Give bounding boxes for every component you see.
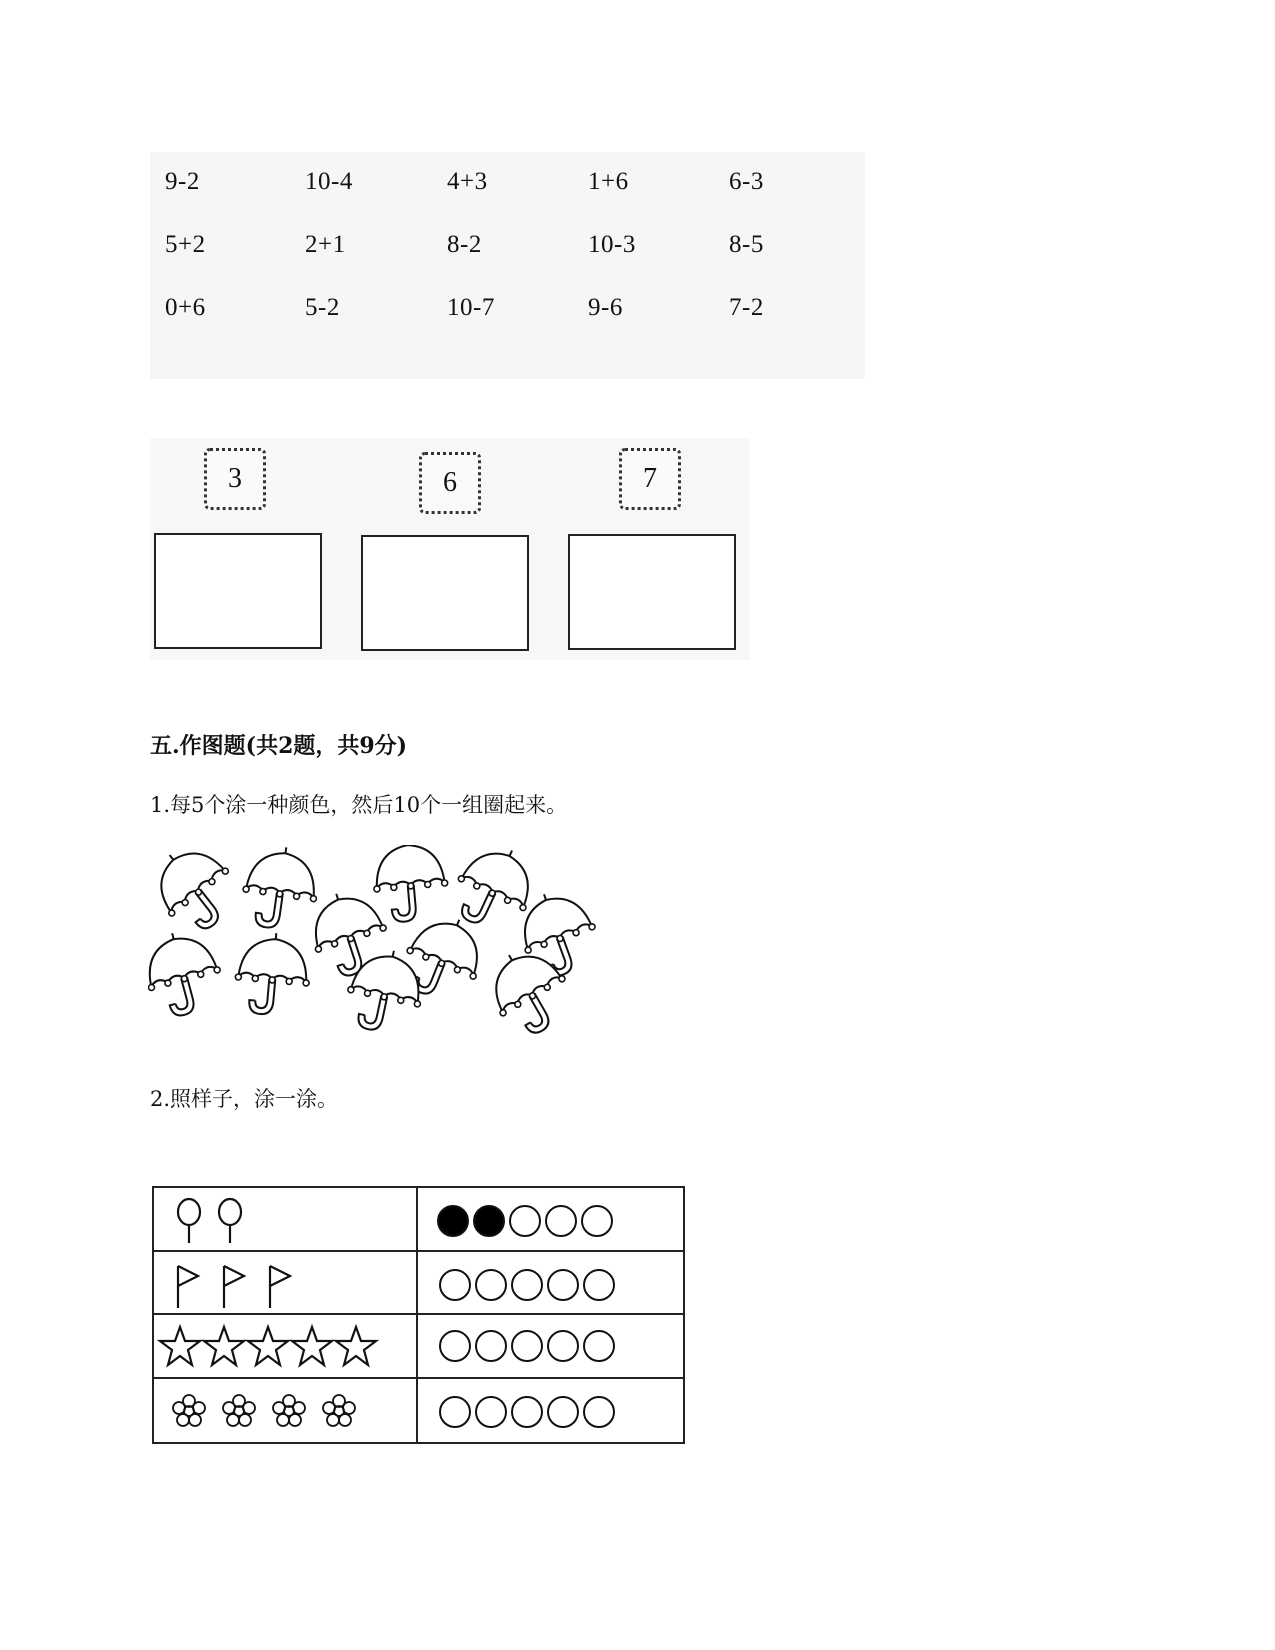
color-circle[interactable]: [512, 1270, 542, 1300]
expression: 8-5: [729, 231, 764, 258]
answer-panel: [150, 438, 750, 660]
color-circle[interactable]: [476, 1270, 506, 1300]
color-circle[interactable]: [438, 1206, 468, 1236]
expression: 9-6: [588, 294, 623, 321]
expression: 5+2: [165, 231, 206, 258]
circle-cell-stars: [418, 1315, 683, 1379]
color-circle[interactable]: [440, 1331, 470, 1361]
color-circle[interactable]: [584, 1270, 614, 1300]
umbrella-icon: [148, 845, 249, 942]
flower-icon: [223, 1395, 255, 1426]
flag-icon: [178, 1266, 198, 1308]
star-icon: [160, 1327, 200, 1365]
picture-cell-flowers: [154, 1379, 418, 1443]
umbrella-icon: [370, 845, 451, 924]
expression-panel: [150, 152, 865, 379]
flower-icon: [273, 1395, 305, 1426]
expression: 2+1: [305, 231, 346, 258]
umbrella-group: [148, 845, 618, 1035]
color-circle[interactable]: [440, 1270, 470, 1300]
umbrella-icon: [148, 924, 229, 1022]
color-circle[interactable]: [548, 1331, 578, 1361]
color-circle[interactable]: [584, 1331, 614, 1361]
number-badge: 6: [419, 452, 481, 514]
circle-cell-flags: [418, 1252, 683, 1316]
circle-cell-flowers: [418, 1379, 683, 1443]
expression: 0+6: [165, 294, 206, 321]
flower-icon: [173, 1395, 205, 1426]
flag-icon: [270, 1266, 290, 1308]
flag-icon: [224, 1266, 244, 1308]
umbrella-icon: [232, 930, 313, 1018]
picture-cell-balloons: [154, 1188, 418, 1252]
color-circle[interactable]: [548, 1270, 578, 1300]
expression: 6-3: [729, 168, 764, 195]
color-circle[interactable]: [512, 1397, 542, 1427]
number-badge: 3: [204, 448, 266, 510]
answer-box[interactable]: [154, 533, 322, 649]
expression: 7-2: [729, 294, 764, 321]
color-circle[interactable]: [512, 1331, 542, 1361]
color-circle[interactable]: [548, 1397, 578, 1427]
section-title: 五.作图题(共2题，共9分): [150, 733, 408, 759]
star-icon: [204, 1327, 244, 1365]
color-circle[interactable]: [582, 1206, 612, 1236]
picture-cell-flags: [154, 1252, 418, 1316]
color-circle[interactable]: [476, 1331, 506, 1361]
question-1: 1.每5个涂一种颜色，然后10个一组圈起来。: [150, 793, 568, 817]
color-circle[interactable]: [510, 1206, 540, 1236]
expression: 5-2: [305, 294, 340, 321]
color-circle[interactable]: [440, 1397, 470, 1427]
answer-box[interactable]: [361, 535, 529, 651]
umbrella-icon: [238, 845, 323, 934]
star-icon: [336, 1327, 376, 1365]
answer-box[interactable]: [568, 534, 736, 650]
coloring-table: [152, 1186, 685, 1444]
expression: 10-3: [588, 231, 636, 258]
expression: 9-2: [165, 168, 200, 195]
flower-icon: [323, 1395, 355, 1426]
question-2: 2.照样子，涂一涂。: [150, 1087, 339, 1111]
star-icon: [248, 1327, 288, 1365]
expression: 4+3: [447, 168, 488, 195]
color-circle[interactable]: [584, 1397, 614, 1427]
color-circle[interactable]: [474, 1206, 504, 1236]
balloon-icon: [178, 1199, 200, 1243]
balloon-icon: [219, 1199, 241, 1243]
expression: 8-2: [447, 231, 482, 258]
expression: 10-7: [447, 294, 495, 321]
color-circle[interactable]: [546, 1206, 576, 1236]
picture-cell-stars: [154, 1315, 418, 1379]
expression: 10-4: [305, 168, 353, 195]
color-circle[interactable]: [476, 1397, 506, 1427]
expression: 1+6: [588, 168, 629, 195]
circle-cell-balloons: [418, 1188, 683, 1252]
number-badge: 7: [619, 448, 681, 510]
star-icon: [292, 1327, 332, 1365]
